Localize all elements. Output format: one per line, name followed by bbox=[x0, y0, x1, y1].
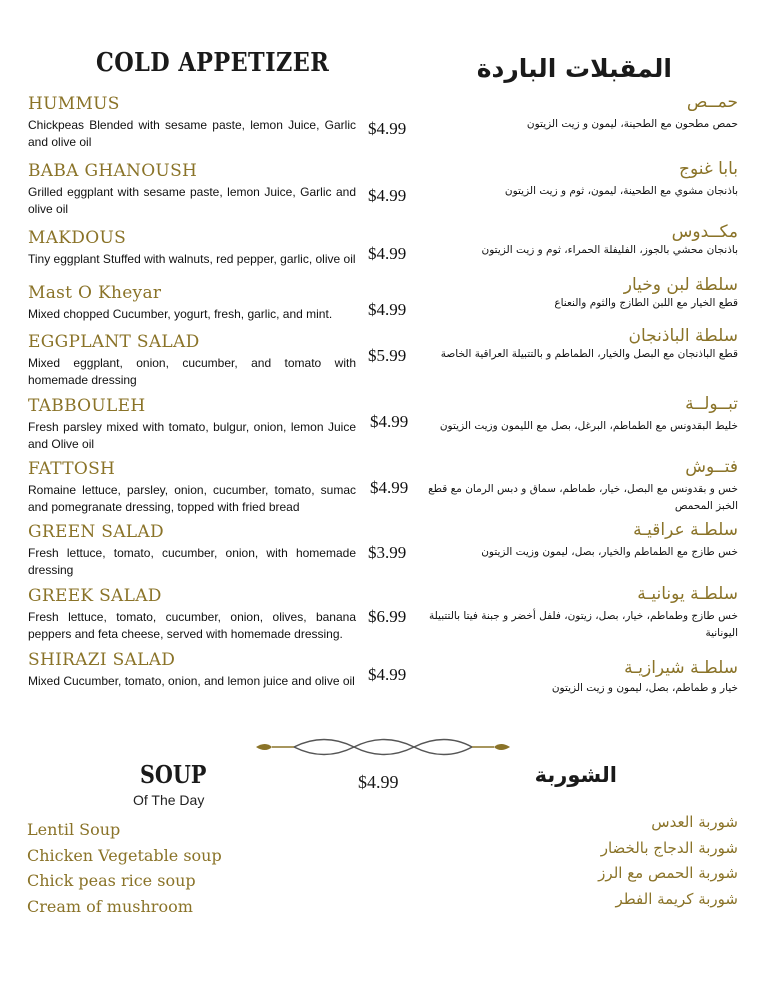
item-description: Fresh parsley mixed with tomato, bulgur, onion, lemon Juice and Olive oil bbox=[28, 420, 356, 451]
item-description: Mixed eggplant, onion, cucumber, and tomato with homemade dressing bbox=[28, 356, 356, 387]
item-description-arabic: قطع الخيار مع اللبن الطازج والثوم والنعناع bbox=[554, 297, 738, 309]
item-price: $4.99 bbox=[370, 412, 409, 431]
soup-item-arabic: شوربة الدجاج بالخضار bbox=[600, 838, 738, 857]
menu-item-tabbouleh bbox=[28, 396, 768, 458]
item-name: EGGPLANT SALAD bbox=[28, 332, 200, 352]
soup-item-arabic: شوربة الحمص مع الرز bbox=[598, 864, 738, 882]
item-description-arabic: قطع الباذنجان مع البصل والخيار، الطماطم و بالتتبيلة العراقية الخاصة bbox=[440, 348, 738, 360]
item-description: Chickpeas Blended with sesame paste, lemon Juice, Garlic and olive oil bbox=[28, 118, 356, 149]
item-price: $4.99 bbox=[370, 478, 409, 497]
item-name-arabic: تبــولــة bbox=[685, 394, 738, 414]
item-description: Mixed Cucumber, tomato, onion, and lemon juice and olive oil bbox=[28, 674, 355, 688]
item-price: $4.99 bbox=[368, 300, 407, 319]
section-subtitle-soup: Of The Day bbox=[133, 792, 205, 808]
item-name-arabic: بابا غنوج bbox=[678, 159, 738, 179]
item-name: GREEK SALAD bbox=[28, 586, 162, 606]
item-price: $4.99 bbox=[368, 665, 407, 684]
section-title-cold-appetizer: COLD APPETIZER bbox=[96, 48, 330, 78]
item-name-arabic: فتــوش bbox=[685, 457, 738, 477]
item-name-arabic: حمــص bbox=[686, 92, 738, 112]
item-price: $5.99 bbox=[368, 346, 407, 365]
item-description-arabic: خس طازج وطماطم، خيار، بصل، زيتون، فلفل أخضر و جبنة فيتا بالتتبيلة اليونانية bbox=[428, 610, 738, 639]
soup-item: Chick peas rice soup bbox=[27, 871, 196, 890]
item-description-arabic: باذنجان مشوي مع الطحينة، ليمون، ثوم و زيت الزيتون bbox=[504, 185, 738, 197]
item-description: Fresh lettuce, tomato, cucumber, onion, olives, banana peppers and feta cheese, served with homemade dressing. bbox=[28, 610, 356, 641]
item-description-arabic: خيار و طماطم، بصل، ليمون و زيت الزيتون bbox=[551, 682, 738, 694]
item-description-arabic: باذنجان محشي بالجوز، الفليفلة الحمراء، ثوم و زيت الزيتون bbox=[481, 244, 738, 256]
soup-item: Lentil Soup bbox=[27, 820, 121, 839]
item-name: FATTOSH bbox=[28, 459, 116, 479]
menu-item-eggplant-salad bbox=[28, 326, 768, 394]
menu-item-fattosh bbox=[28, 459, 768, 521]
item-price: $3.99 bbox=[368, 543, 407, 562]
soup-item-arabic: شوربة العدس bbox=[651, 813, 738, 831]
menu-item-greek-salad bbox=[28, 586, 768, 648]
item-name-arabic: سلطـة عراقيـة bbox=[633, 520, 738, 540]
menu-item-baba-ghanoush bbox=[28, 161, 768, 223]
item-name: GREEN SALAD bbox=[28, 522, 164, 542]
item-name: BABA GHANOUSH bbox=[28, 161, 198, 181]
item-description-arabic: خس و بقدونس مع البصل، خيار، طماطم، سماق و دبس الرمان مع قطع الخبز المحمص bbox=[428, 483, 738, 512]
soup-item: Cream of mushroom bbox=[27, 896, 193, 916]
item-price: $4.99 bbox=[368, 119, 407, 138]
item-name: Mast O Kheyar bbox=[28, 283, 162, 303]
soup-item-arabic: شوربة كريمة الفطر bbox=[615, 889, 738, 908]
item-description: Romaine lettuce, parsley, onion, cucumber, tomato, sumac and pomegranate dressing, topped with fried bread bbox=[28, 483, 356, 514]
item-name: MAKDOUS bbox=[28, 228, 127, 248]
item-name: HUMMUS bbox=[28, 94, 120, 114]
item-description: Grilled eggplant with sesame paste, lemon Juice, Garlic and olive oil bbox=[28, 185, 356, 216]
soup-list bbox=[27, 820, 222, 922]
section-title-soup: SOUP bbox=[140, 760, 207, 789]
menu-item-hummus bbox=[28, 94, 768, 156]
item-description-arabic: خليط البقدونس مع الطماطم، البرغل، بصل مع الليمون وزيت الزيتون bbox=[439, 420, 738, 432]
item-description-arabic: حمص مطحون مع الطحينة، ليمون و زيت الزيتون bbox=[526, 118, 738, 130]
item-description: Mixed chopped Cucumber, yogurt, fresh, garlic, and mint. bbox=[28, 307, 333, 321]
item-name-arabic: سلطة الباذنجان bbox=[628, 326, 738, 346]
item-price: $6.99 bbox=[368, 607, 407, 626]
section-title-soup-arabic: الشوربة bbox=[534, 763, 617, 787]
item-name-arabic: سلطـة شيرازيـة bbox=[624, 658, 738, 678]
menu-item-shirazi-salad bbox=[28, 650, 768, 712]
item-name: TABBOULEH bbox=[28, 396, 146, 416]
item-name-arabic: سلطـة يونانيـة bbox=[637, 584, 738, 604]
soup-item: Chicken Vegetable soup bbox=[27, 845, 222, 865]
ornamental-divider-icon bbox=[254, 736, 512, 758]
menu-item-green-salad bbox=[28, 522, 768, 584]
soup-list-arabic bbox=[598, 813, 738, 915]
item-name: SHIRAZI SALAD bbox=[28, 650, 176, 670]
soup-price: $4.99 bbox=[358, 772, 399, 792]
item-name-arabic: مكــدوس bbox=[671, 222, 738, 242]
item-price: $4.99 bbox=[368, 244, 407, 263]
item-description: Tiny eggplant Stuffed with walnuts, red pepper, garlic, olive oil bbox=[28, 252, 356, 266]
item-name-arabic: سلطة لبن وخيار bbox=[623, 275, 738, 295]
section-title-cold-appetizer-arabic: المقبلات الباردة bbox=[476, 54, 672, 83]
item-description-arabic: خس طازج مع الطماطم والخيار، بصل، ليمون وزيت الزيتون bbox=[481, 546, 738, 558]
item-price: $4.99 bbox=[368, 186, 407, 205]
item-description: Fresh lettuce, tomato, cucumber, onion, with homemade dressing bbox=[28, 546, 356, 577]
